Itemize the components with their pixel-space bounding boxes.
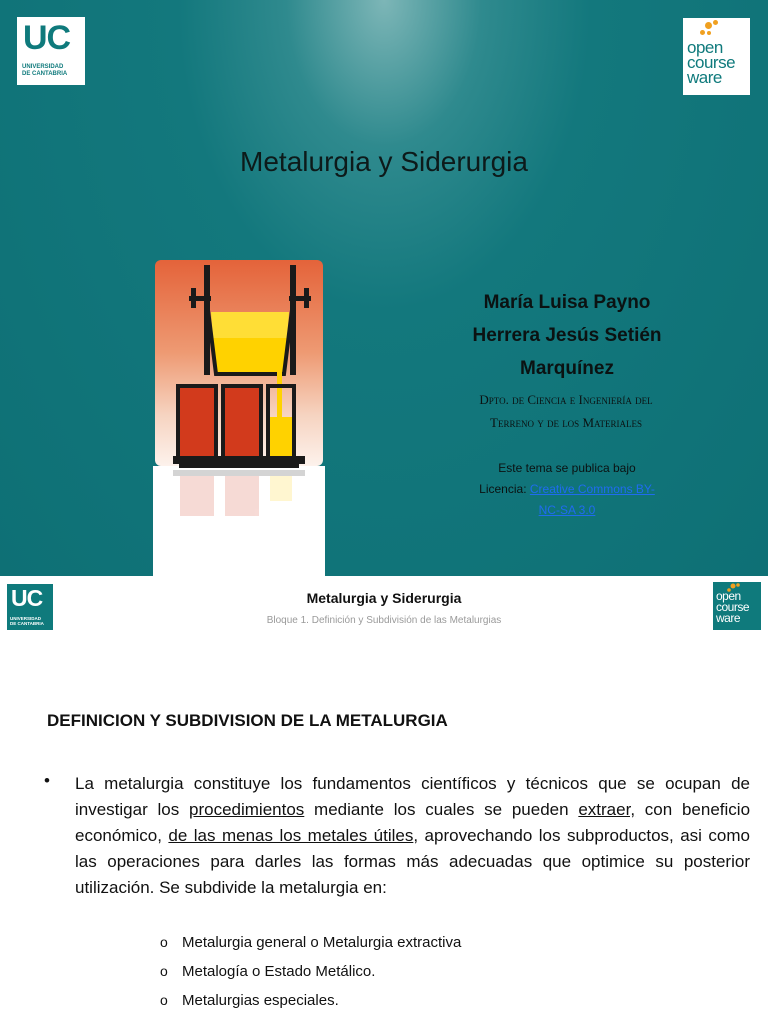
bullet-marker: • <box>44 771 50 790</box>
para-underline-menas: de las menas los metales útiles <box>168 826 414 845</box>
content-slide-subtitle: Bloque 1. Definición y Subdivisión de las Metalurgias <box>266 615 502 626</box>
license-link[interactable]: Creative Commons BY- <box>529 482 655 496</box>
author-line-2: Herrera Jesús Setién <box>472 325 662 346</box>
dept-line-1: Dpto. de Ciencia e Ingeniería del <box>479 392 653 407</box>
subdivision-list <box>160 928 461 1015</box>
para-text-1: La metalurgia constituye los fundamentos científicos y técnicos que se ocupan de investigar los <box>75 774 750 819</box>
department <box>440 388 692 434</box>
ocw-small-word-open: open <box>716 589 741 603</box>
author-line-1: María Luisa Payno <box>483 292 651 313</box>
ladle-casting-icon <box>153 260 325 576</box>
opencourseware-logo <box>683 18 750 95</box>
list-item <box>160 986 461 1015</box>
list-item-text: Metalogía o Estado Metálico. <box>182 963 376 980</box>
dept-line-2: Terreno y de los Materiales <box>490 415 642 430</box>
definition-paragraph <box>75 771 750 901</box>
content-slide <box>0 576 768 1024</box>
para-underline-extraer: extraer, <box>578 800 636 819</box>
uc-logo-sub-2: DE CANTABRIA <box>22 71 68 77</box>
list-item-text: Metalurgias especiales. <box>182 992 339 1009</box>
uc-logo-small-text: UC <box>11 585 43 611</box>
uc-logo <box>17 17 85 85</box>
para-text-2: mediante los cuales se pueden <box>304 800 579 819</box>
license-label: Licencia: <box>479 482 530 496</box>
uc-logo-small-sub-2: DE CANTABRIA <box>10 621 44 626</box>
ocw-small-word-course: course <box>716 600 750 614</box>
license-line-1: Este tema se publica bajo <box>498 461 636 475</box>
para-text-4: , aprovechando los subproductos, asi como las operaciones para darles las formas más adecuadas que optimice su posterior utilización. Se subdivide la metalurgia en: <box>75 826 750 897</box>
uc-logo-sub-1: UNIVERSIDAD <box>22 64 64 70</box>
para-underline-procedimientos: procedimientos <box>189 800 305 819</box>
authors-block <box>445 286 689 385</box>
para-text-3: con beneficio económico, <box>75 800 751 845</box>
list-marker: o <box>160 992 168 1008</box>
content-slide-title: Metalurgia y Siderurgia <box>306 590 462 606</box>
license-link-cont[interactable]: NC-SA 3.0 <box>538 503 596 517</box>
casting-illustration <box>153 260 325 576</box>
slide-title: Metalurgia y Siderurgia <box>240 146 528 177</box>
uc-logo-text: UC <box>23 19 71 57</box>
ocw-word-open: open <box>687 38 723 57</box>
ocw-word-course: course <box>687 53 736 72</box>
list-marker: o <box>160 934 168 950</box>
uc-logo-small-sub-1: UNIVERSIDAD <box>10 616 42 621</box>
ocw-word-ware: ware <box>687 68 722 87</box>
list-item-text: Metalurgia general o Metalurgia extractiva <box>182 934 462 951</box>
ocw-small-word-ware: ware <box>716 611 741 625</box>
list-marker: o <box>160 963 168 979</box>
section-heading: DEFINICION Y SUBDIVISION DE LA METALURGIA <box>47 711 448 730</box>
license-block <box>447 458 687 521</box>
author-line-3: Marquínez <box>520 358 614 379</box>
list-item <box>160 928 461 957</box>
list-item <box>160 957 461 986</box>
